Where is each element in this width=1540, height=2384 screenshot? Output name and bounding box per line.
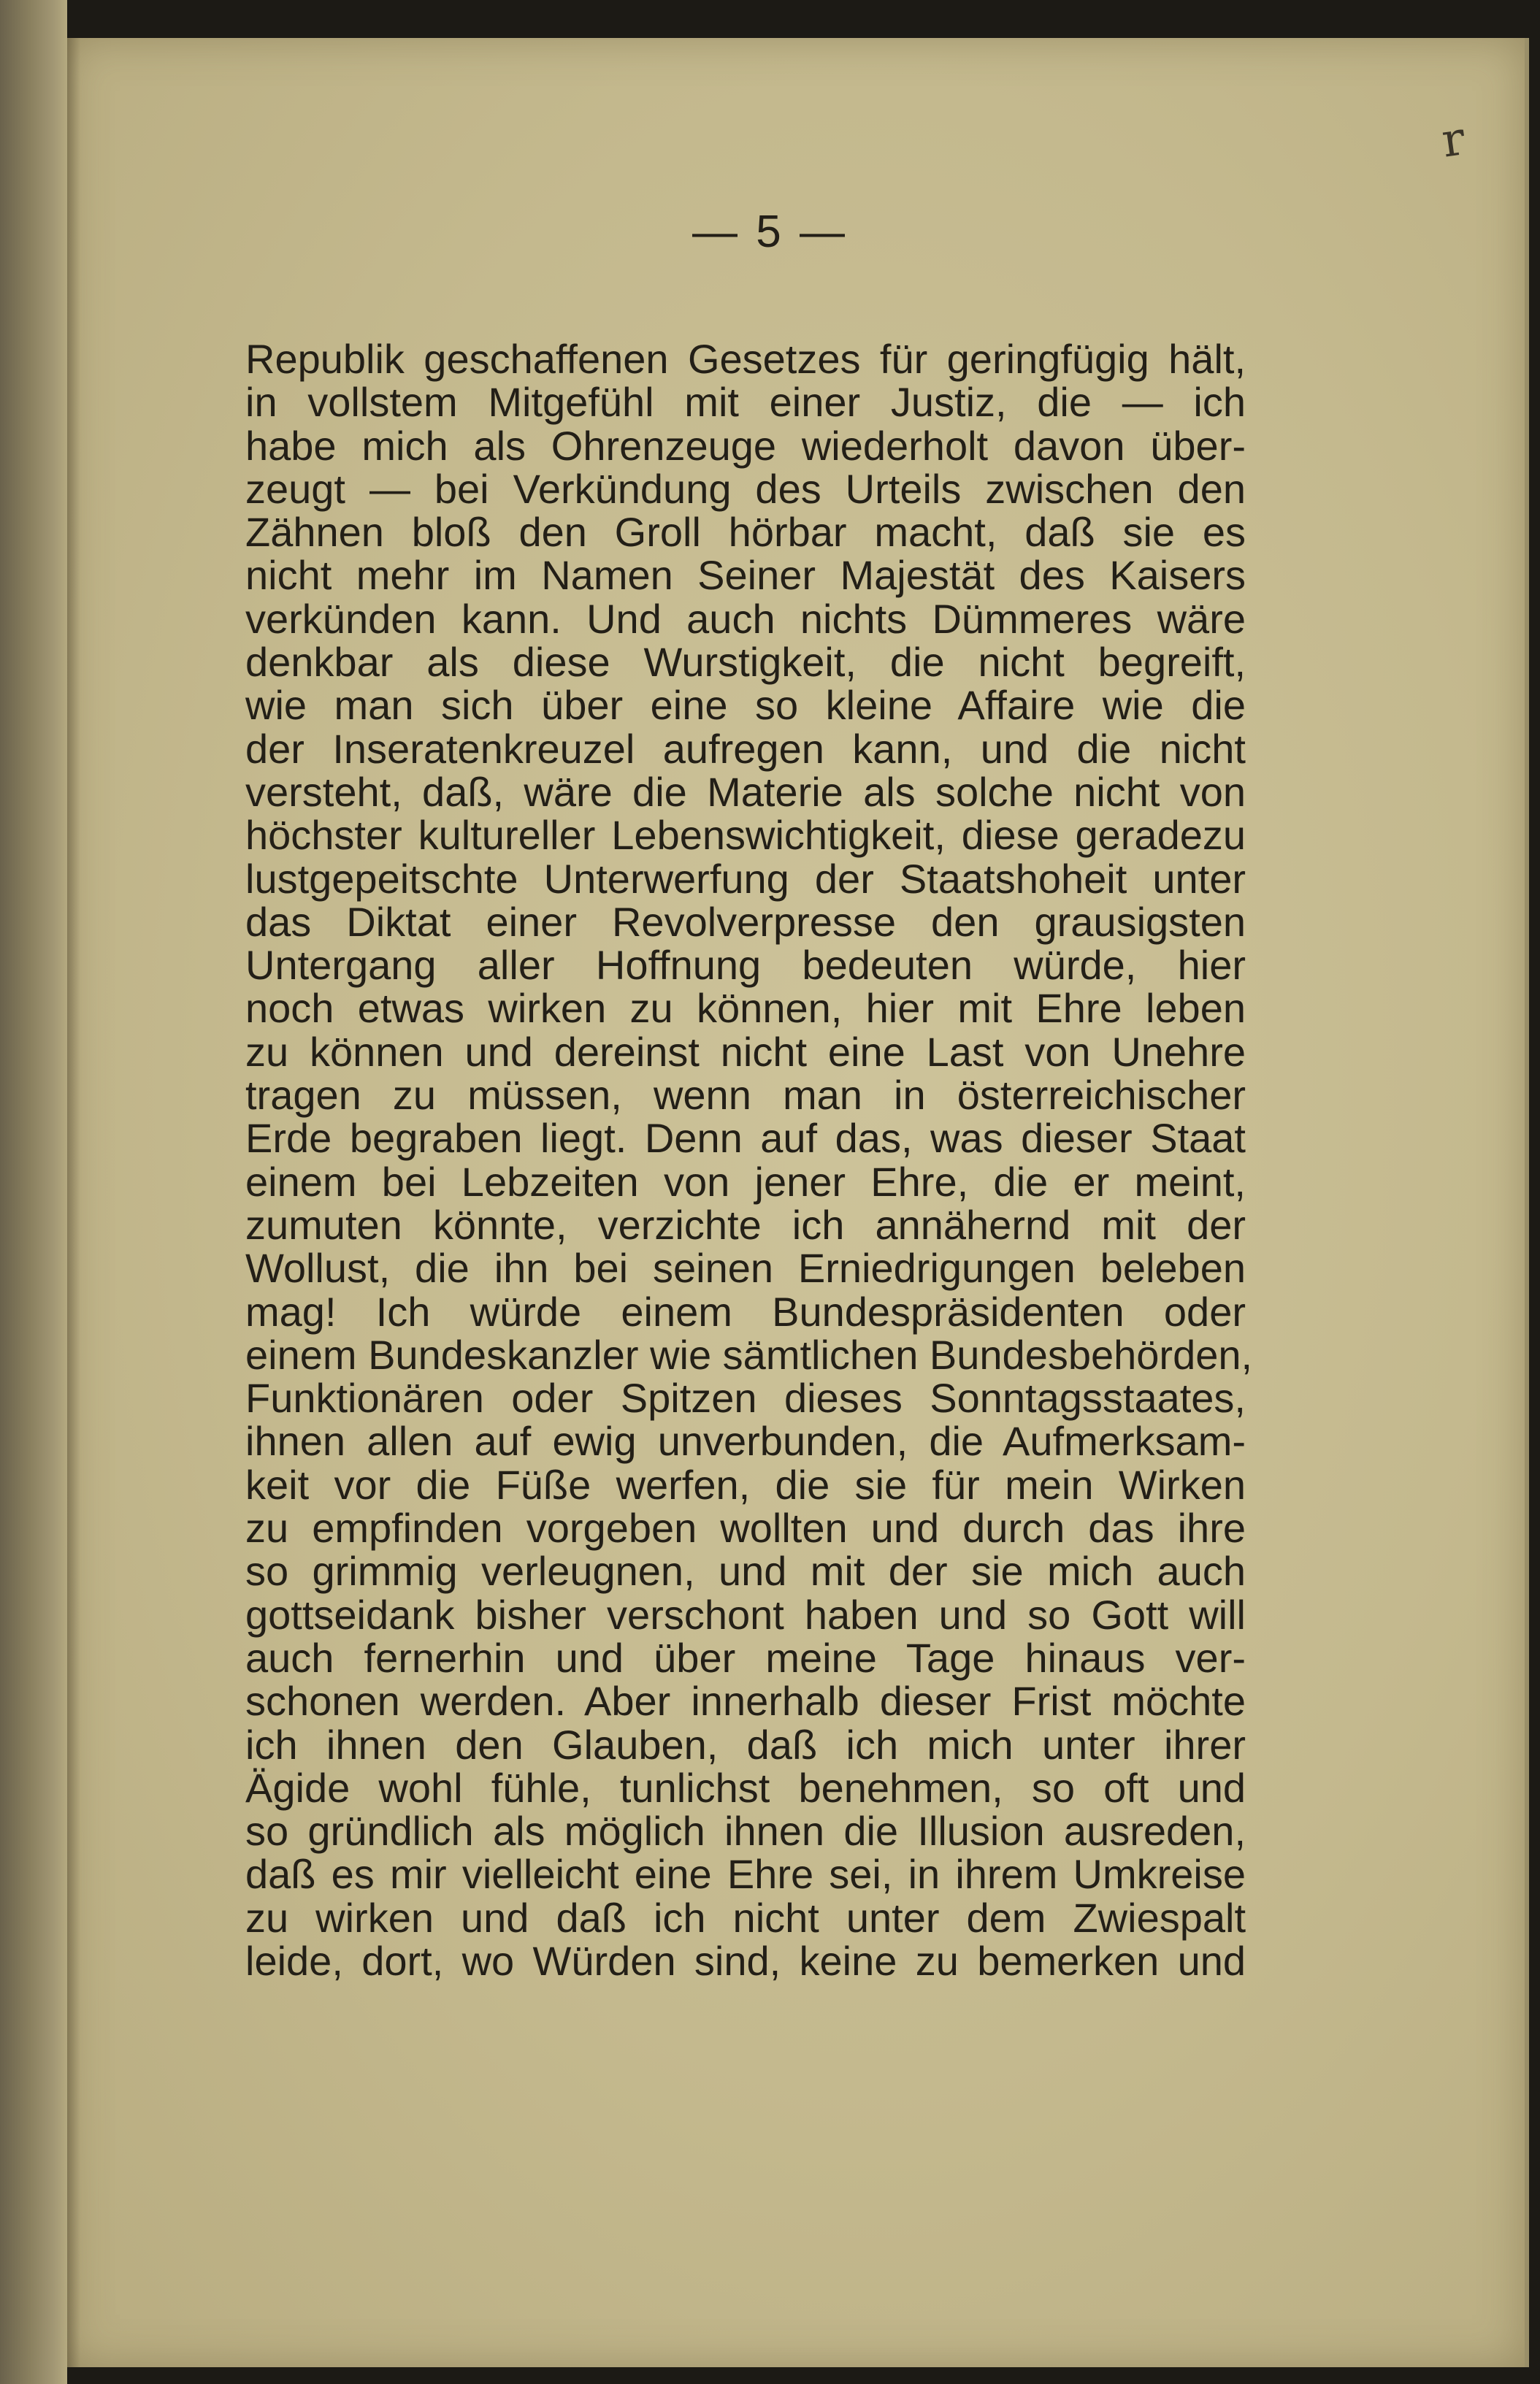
text-line: der Inseratenkreuzel aufregen kann, und die nicht (245, 725, 1246, 772)
text-line: zu wirken und daß ich nicht unter dem Zwiespalt (245, 1894, 1246, 1941)
gutter-shadow (67, 38, 80, 2367)
body-text (245, 336, 1253, 1984)
text-line: habe mich als Ohrenzeuge wiederholt davon über- (245, 422, 1246, 469)
text-line: einem bei Lebzeiten von jener Ehre, die er meint, (245, 1158, 1246, 1205)
text-line: tragen zu müssen, wenn man in österreichischer (245, 1072, 1246, 1119)
text-line: Ägide wohl fühle, tunlichst benehmen, so oft und (245, 1764, 1246, 1811)
text-line: Erde begraben liegt. Denn auf das, was dieser Staat (245, 1115, 1246, 1162)
text-line: zu können und dereinst nicht eine Last von Unehre (245, 1028, 1246, 1075)
text-line: höchster kultureller Lebenswichtigkeit, diese geradezu (245, 812, 1246, 859)
text-line: verkünden kann. Und auch nichts Dümmeres wäre (245, 595, 1246, 642)
text-line: so gründlich als möglich ihnen die Illusion ausreden, (245, 1808, 1246, 1855)
text-line: das Diktat einer Revolverpresse den grausigsten (245, 898, 1246, 945)
book-spine (0, 0, 67, 2384)
text-line: versteht, daß, wäre die Materie als solche nicht von (245, 768, 1246, 815)
text-line: noch etwas wirken zu können, hier mit Ehre leben (245, 985, 1246, 1032)
text-line: keit vor die Füße werfen, die sie für mein Wirken (245, 1461, 1246, 1508)
text-line: ihnen allen auf ewig unverbunden, die Aufmerksam- (245, 1418, 1246, 1465)
text-line: nicht mehr im Namen Seiner Majestät des Kaisers (245, 552, 1246, 599)
text-line: Untergang aller Hoffnung bedeuten würde, hier (245, 942, 1246, 989)
handwritten-corner-mark: r (1438, 112, 1468, 169)
text-line: lustgepeitschte Unterwerfung der Staatshoheit unter (245, 855, 1246, 902)
text-line: auch fernerhin und über meine Tage hinaus ver- (245, 1634, 1246, 1681)
text-line: in vollstem Mitgefühl mit einer Justiz, die — ich (245, 379, 1246, 426)
text-line: mag! Ich würde einem Bundespräsidenten oder (245, 1288, 1246, 1335)
text-line: gottseidank bisher verschont haben und so Gott will (245, 1591, 1246, 1638)
text-line: einem Bundeskanzler wie sämtlichen Bundesbehörden, (245, 1331, 1253, 1378)
text-line: ich ihnen den Glauben, daß ich mich unter ihrer (245, 1721, 1246, 1768)
text-line: so grimmig verleugnen, und mit der sie mich auch (245, 1548, 1246, 1595)
text-line: Zähnen bloß den Groll hörbar macht, daß sie es (245, 509, 1246, 556)
text-line: leide, dort, wo Würden sind, keine zu bemerken und (245, 1937, 1246, 1984)
text-line: denkbar als diese Wurstigkeit, die nicht begreift, (245, 639, 1246, 686)
text-line: Republik geschaffenen Gesetzes für geringfügig hält, (245, 336, 1246, 382)
text-line: zu empfinden vorgeben wollten und durch das ihre (245, 1505, 1246, 1552)
text-line: wie man sich über eine so kleine Affaire wie die (245, 682, 1246, 729)
text-line: schonen werden. Aber innerhalb dieser Frist möchte (245, 1678, 1246, 1725)
text-line: zumuten könnte, verzichte ich annähernd mit der (245, 1201, 1246, 1248)
text-line: daß es mir vielleicht eine Ehre sei, in ihrem Umkreise (245, 1851, 1246, 1898)
text-line: zeugt — bei Verkündung des Urteils zwischen den (245, 465, 1246, 512)
text-line: Wollust, die ihn bei seinen Erniedrigungen beleben (245, 1245, 1246, 1292)
page-number: — 5 — (692, 207, 848, 257)
text-line: Funktionären oder Spitzen dieses Sonntagsstaates, (245, 1375, 1246, 1422)
